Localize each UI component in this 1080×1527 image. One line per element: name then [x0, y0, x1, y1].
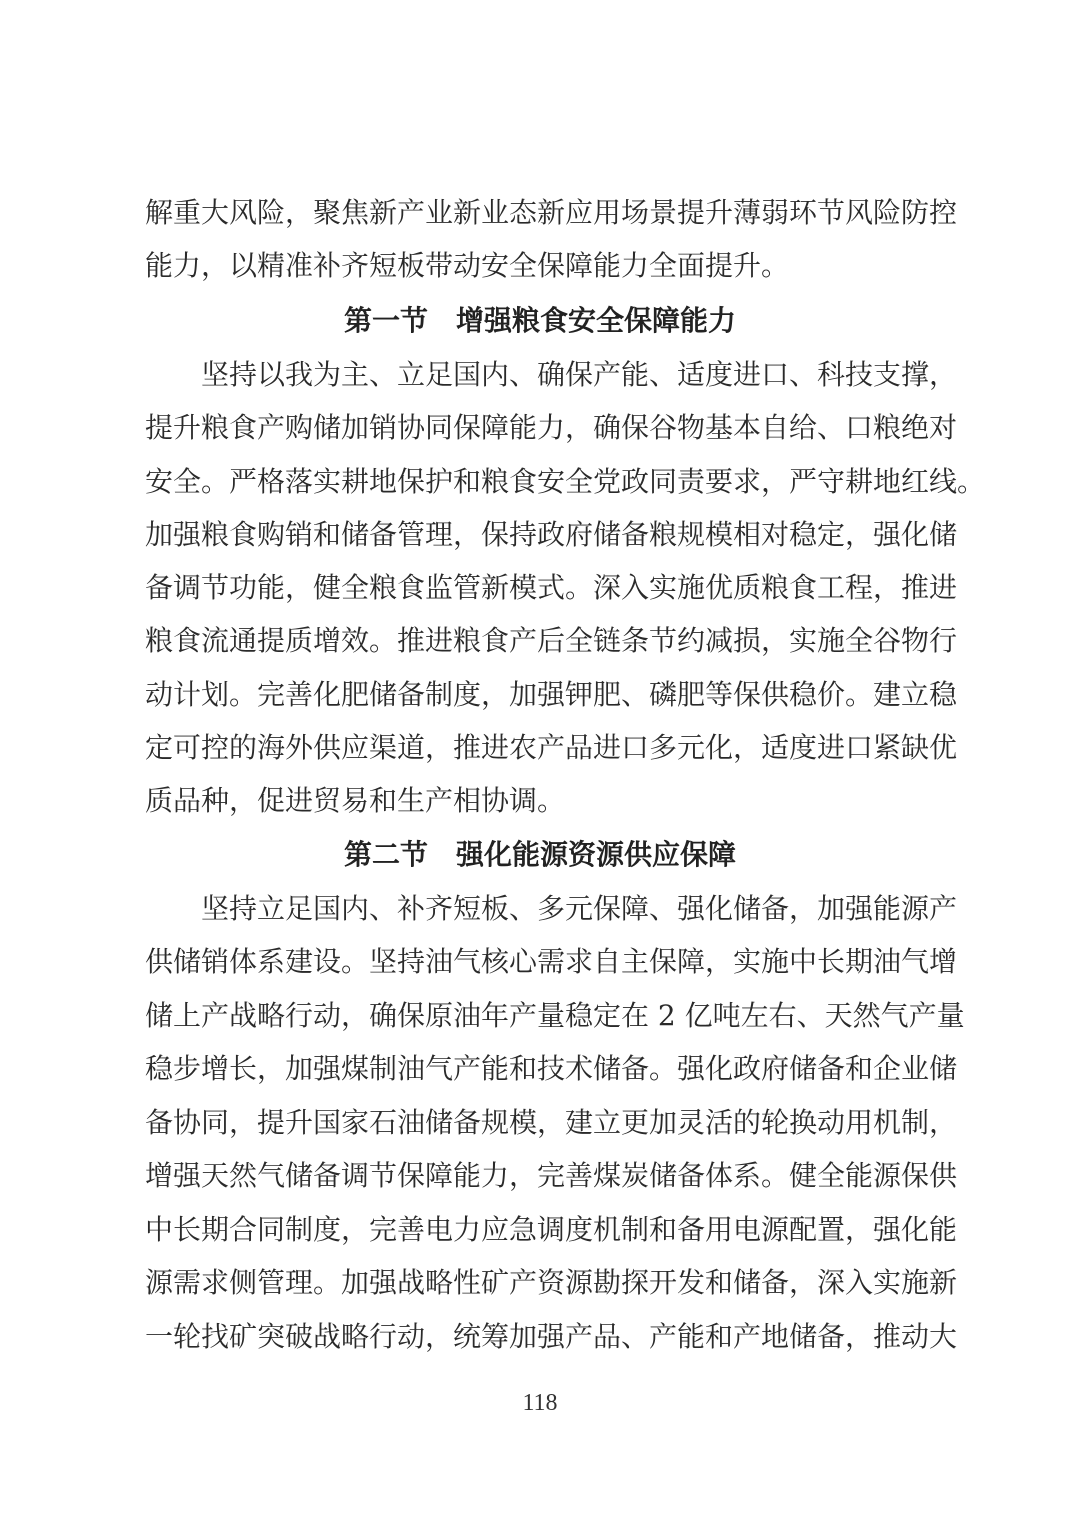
body-text-line: 定可控的海外供应渠道，推进农产品进口多元化，适度进口紧缺优 [145, 731, 958, 764]
body-text-line: 稳步增长，加强煤制油气产能和技术储备。强化政府储备和企业储 [145, 1052, 958, 1085]
body-text-line: 备调节功能，健全粮食监管新模式。深入实施优质粮食工程，推进 [145, 571, 958, 604]
body-text-line: 粮食流通提质增效。推进粮食产后全链条节约减损，实施全谷物行 [145, 624, 958, 657]
body-text-line: 储上产战略行动，确保原油年产量稳定在 2 亿吨左右、天然气产量 [145, 999, 965, 1032]
body-text-line: 坚持以我为主、立足国内、确保产能、适度进口、科技支撑， [145, 358, 958, 391]
section-heading-2: 第二节 强化能源资源供应保障 [343, 838, 736, 871]
body-text-line: 坚持立足国内、补齐短板、多元保障、强化储备，加强能源产 [145, 892, 958, 925]
body-text-line: 备协同，提升国家石油储备规模，建立更加灵活的轮换动用机制， [145, 1106, 958, 1139]
body-text-line: 提升粮食产购储加销协同保障能力，确保谷物基本自给、口粮绝对 [145, 411, 958, 444]
body-text-line: 动计划。完善化肥储备制度，加强钾肥、磷肥等保供稳价。建立稳 [145, 678, 958, 711]
body-text-line: 解重大风险，聚焦新产业新业态新应用场景提升薄弱环节风险防控 [145, 196, 958, 229]
body-text-line: 源需求侧管理。加强战略性矿产资源勘探开发和储备，深入实施新 [145, 1266, 958, 1299]
body-text-line: 质品种，促进贸易和生产相协调。 [145, 784, 566, 817]
body-text-line: 中长期合同制度，完善电力应急调度机制和备用电源配置，强化能 [145, 1213, 958, 1246]
body-text-line: 增强天然气储备调节保障能力，完善煤炭储备体系。健全能源保供 [145, 1159, 958, 1192]
body-text-line: 能力，以精准补齐短板带动安全保障能力全面提升。 [145, 249, 790, 282]
body-text-line: 一轮找矿突破战略行动，统筹加强产品、产能和产地储备，推动大 [145, 1320, 958, 1353]
body-text-line: 加强粮食购销和储备管理，保持政府储备粮规模相对稳定，强化储 [145, 518, 958, 551]
section-heading-1: 第一节 增强粮食安全保障能力 [343, 304, 736, 337]
body-text-line: 供储销体系建设。坚持油气核心需求自主保障，实施中长期油气增 [145, 945, 958, 978]
page-number: 118 [522, 1390, 558, 1416]
body-text-line: 安全。严格落实耕地保护和粮食安全党政同责要求，严守耕地红线。 [145, 465, 986, 498]
